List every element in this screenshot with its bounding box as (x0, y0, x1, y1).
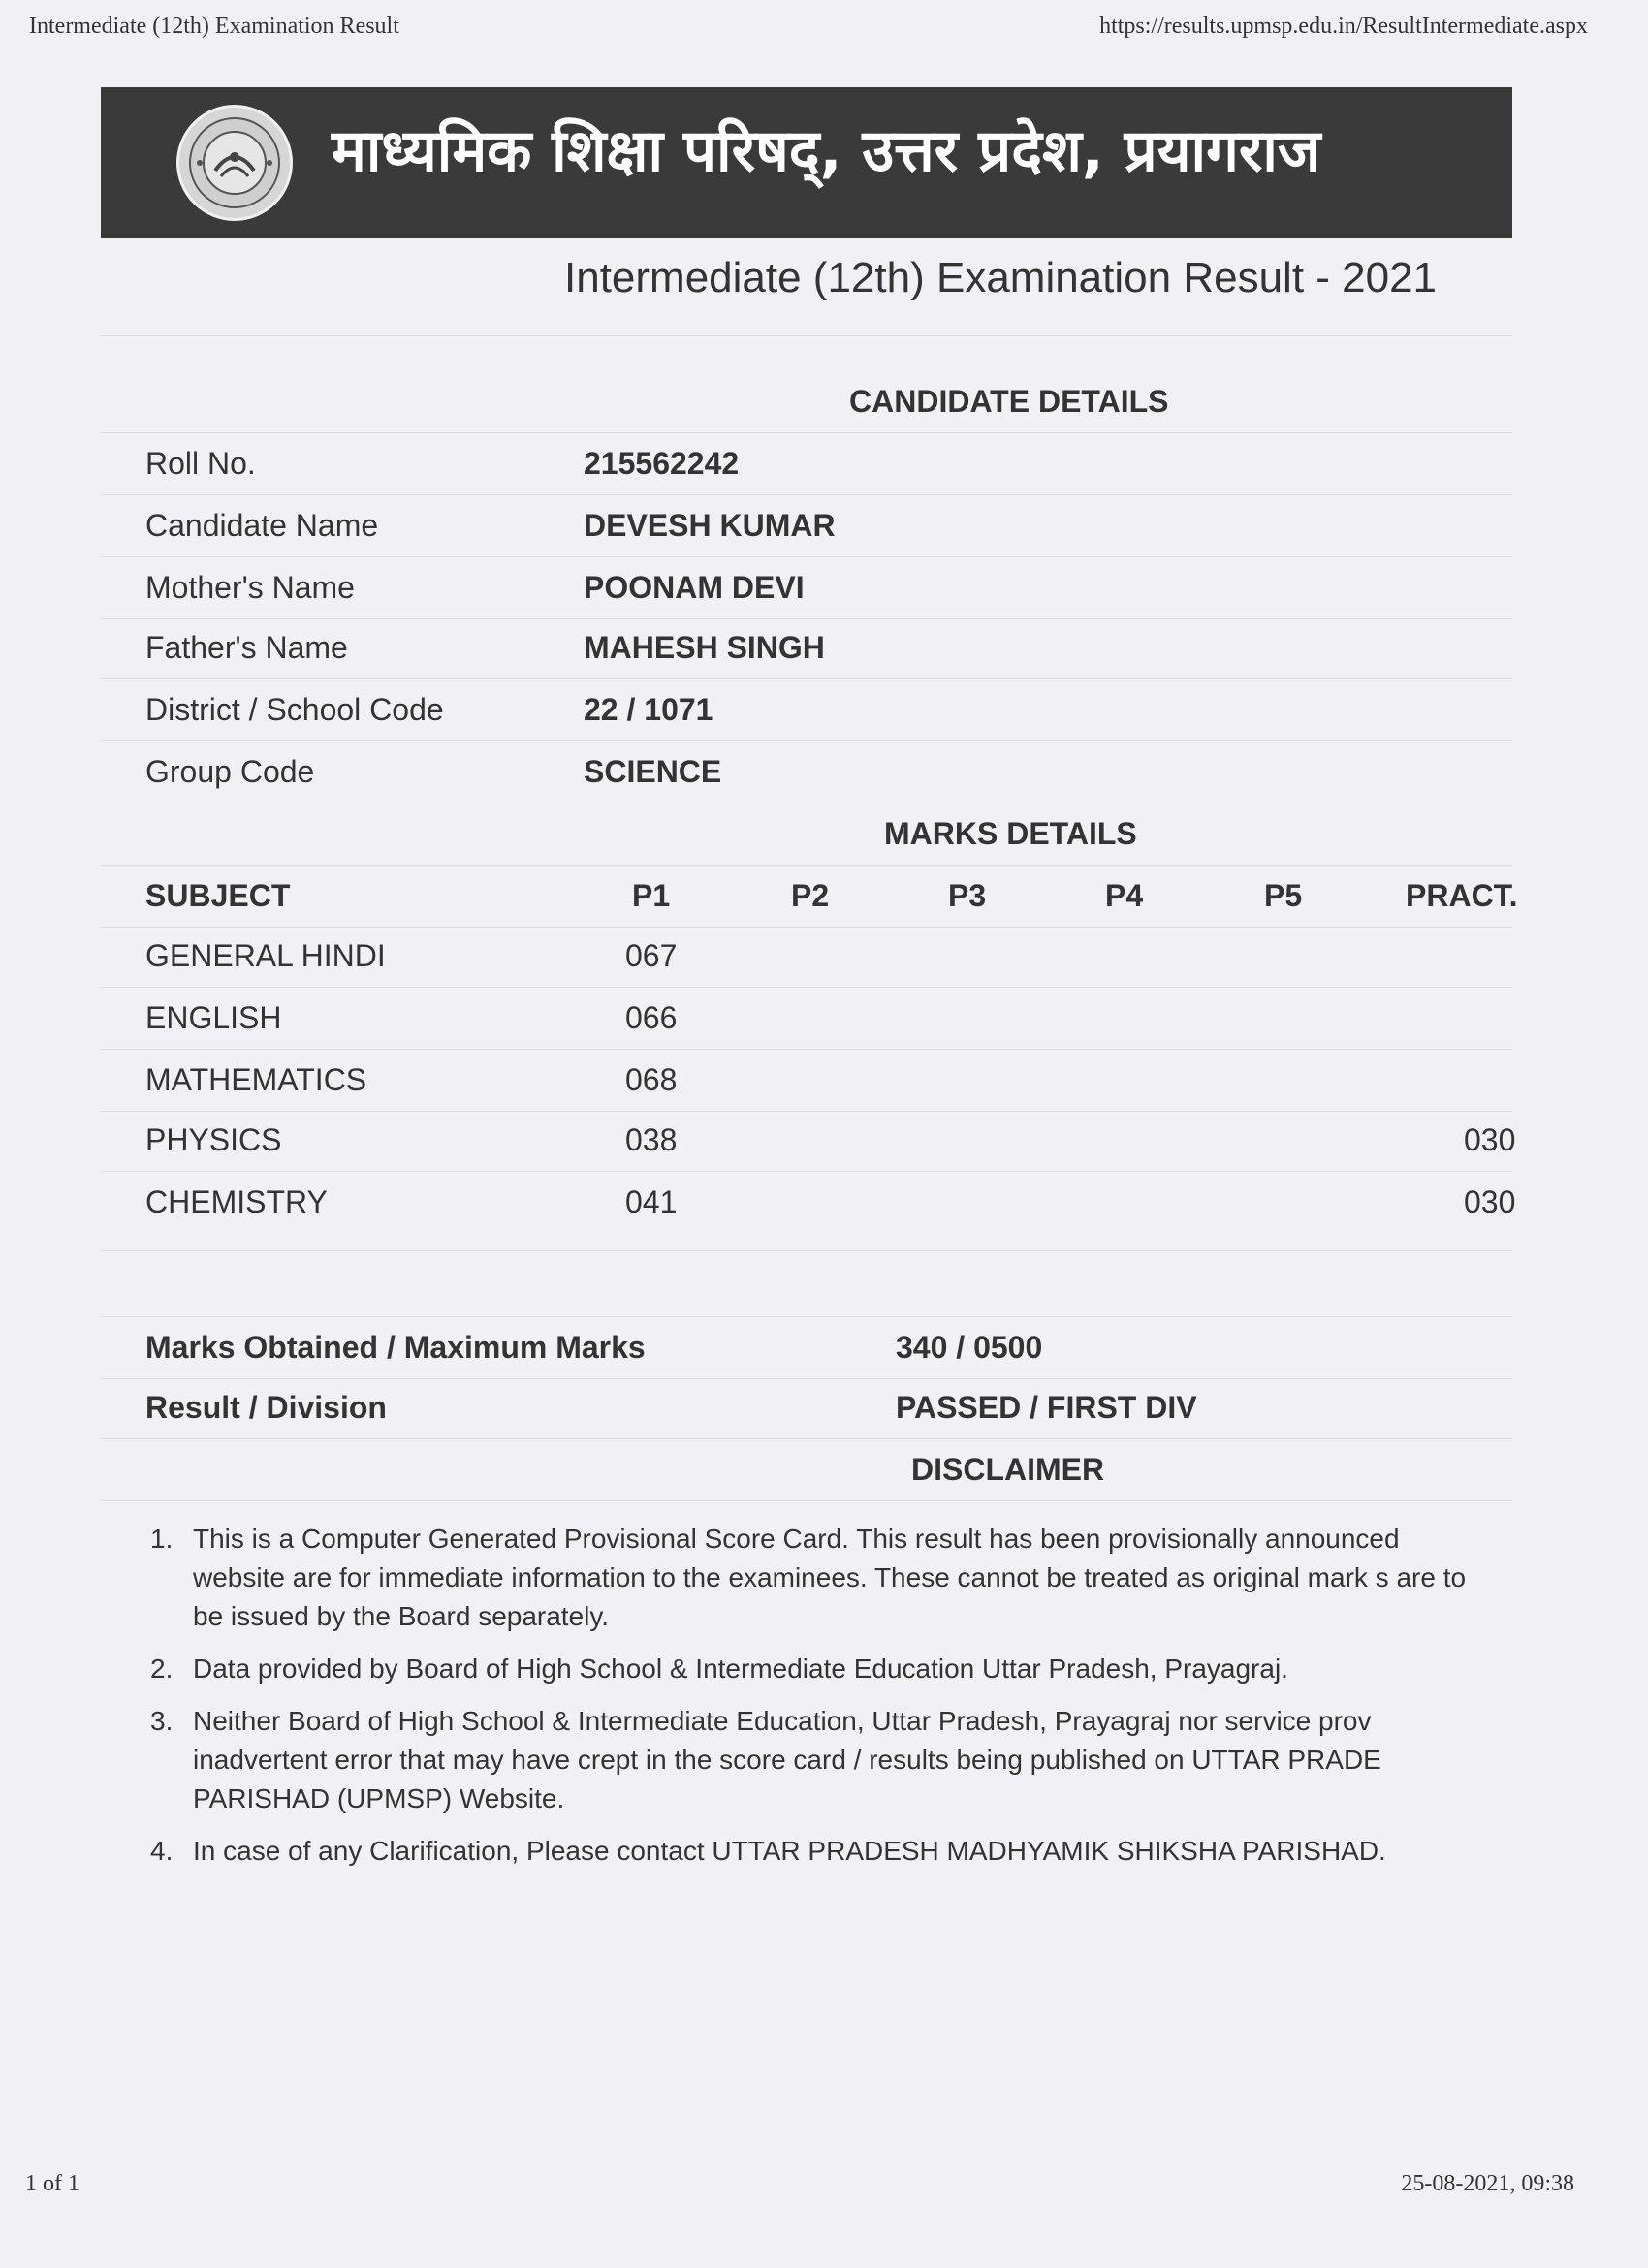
board-banner (101, 87, 1512, 238)
divider (101, 556, 1512, 557)
column-header-p4: P4 (1105, 878, 1144, 913)
subject-name: GENERAL HINDI (145, 938, 386, 973)
column-header-p5: P5 (1264, 878, 1303, 913)
disclaimer-list (150, 1520, 1488, 1884)
divider (101, 1316, 1512, 1317)
print-footer (0, 2171, 1648, 2204)
subject-p1-marks: 066 (625, 1000, 678, 1035)
column-header-p2: P2 (791, 878, 830, 913)
district-school-code-value: 22 / 1071 (584, 692, 713, 727)
disclaimer-item-text: In case of any Clarification, Please contact UTTAR PRADESH MADHYAMIK SHIKSHA PARISHAD. (193, 1836, 1386, 1866)
divider (101, 335, 1512, 336)
divider (101, 432, 1512, 433)
seal-emblem-icon (186, 114, 283, 211)
group-code-value: SCIENCE (584, 754, 722, 789)
divider (101, 865, 1512, 866)
divider (101, 1378, 1512, 1379)
result-division-value: PASSED / FIRST DIV (896, 1390, 1197, 1425)
disclaimer-item-text: This is a Computer Generated Provisional Score Card. This result has been provisionally announced website are for immediate information to the examinees. These cannot be treated as original mark s are to be issued by the Board separately. (193, 1524, 1467, 1631)
disclaimer-heading: DISCLAIMER (911, 1452, 1105, 1487)
candidate-name-value: DEVESH KUMAR (584, 508, 836, 543)
disclaimer-item-number: 2. (150, 1654, 174, 1684)
divider (101, 1111, 1512, 1112)
result-division-label: Result / Division (145, 1390, 387, 1425)
subject-practical-marks: 030 (1464, 1184, 1516, 1219)
print-header-title: Intermediate (12th) Examination Result (29, 14, 399, 39)
print-datetime: 25-08-2021, 09:38 (1401, 2171, 1574, 2196)
divider (101, 1049, 1512, 1050)
divider (101, 740, 1512, 741)
subject-practical-marks: 030 (1464, 1122, 1516, 1157)
group-code-label: Group Code (145, 754, 315, 789)
disclaimer-item (150, 1520, 1488, 1636)
subject-name: PHYSICS (145, 1122, 282, 1157)
subject-p1-marks: 067 (625, 938, 678, 973)
candidate-details-heading: CANDIDATE DETAILS (849, 384, 1169, 419)
divider (101, 1250, 1512, 1251)
print-header-url: https://results.upmsp.edu.in/ResultIntermediate.aspx (1099, 14, 1588, 39)
divider (101, 678, 1512, 679)
column-header-subject: SUBJECT (145, 878, 291, 913)
mothers-name-value: POONAM DEVI (584, 570, 805, 605)
disclaimer-item (150, 1650, 1488, 1688)
board-seal-logo (176, 105, 293, 221)
roll-no-value: 215562242 (584, 446, 740, 481)
fathers-name-label: Father's Name (145, 630, 348, 665)
column-header-p1: P1 (632, 878, 671, 913)
disclaimer-item-number: 1. (150, 1524, 174, 1554)
divider (101, 987, 1512, 988)
disclaimer-item-number: 3. (150, 1706, 174, 1736)
fathers-name-value: MAHESH SINGH (584, 630, 825, 665)
print-header (0, 14, 1648, 47)
subject-name: MATHEMATICS (145, 1062, 367, 1097)
subject-p1-marks: 068 (625, 1062, 678, 1097)
divider (101, 1171, 1512, 1172)
subject-p1-marks: 041 (625, 1184, 678, 1219)
disclaimer-item (150, 1702, 1488, 1818)
subject-p1-marks: 038 (625, 1122, 678, 1157)
roll-no-label: Roll No. (145, 446, 256, 481)
divider (101, 927, 1512, 928)
divider (101, 494, 1512, 495)
district-school-code-label: District / School Code (145, 692, 444, 727)
subject-name: CHEMISTRY (145, 1184, 328, 1219)
candidate-name-label: Candidate Name (145, 508, 379, 543)
disclaimer-item (150, 1832, 1488, 1871)
disclaimer-item-text: Neither Board of High School & Intermediate Education, Uttar Pradesh, Prayagraj nor service prov inadvertent error that may have crept in the score card / results being published on UTTAR PRADE PARISHAD (UPMSP) Website. (193, 1706, 1381, 1813)
subject-name: ENGLISH (145, 1000, 282, 1035)
divider (101, 618, 1512, 619)
mothers-name-label: Mother's Name (145, 570, 355, 605)
column-header-pract: PRACT. (1406, 878, 1518, 913)
divider (101, 1500, 1512, 1501)
marks-details-heading: MARKS DETAILS (884, 816, 1137, 851)
disclaimer-item-text: Data provided by Board of High School & Intermediate Education Uttar Pradesh, Prayagraj. (193, 1654, 1288, 1684)
marks-obtained-value: 340 / 0500 (896, 1330, 1043, 1365)
board-name-title: माध्यमिक शिक्षा परिषद्, उत्तर प्रदेश, प्रयागराज (332, 117, 1321, 185)
disclaimer-item-number: 4. (150, 1836, 174, 1866)
marks-obtained-label: Marks Obtained / Maximum Marks (145, 1330, 646, 1365)
column-header-p3: P3 (948, 878, 987, 913)
divider (101, 1438, 1512, 1439)
page-title: Intermediate (12th) Examination Result - 2021 (564, 254, 1438, 301)
page-number: 1 of 1 (25, 2171, 79, 2196)
